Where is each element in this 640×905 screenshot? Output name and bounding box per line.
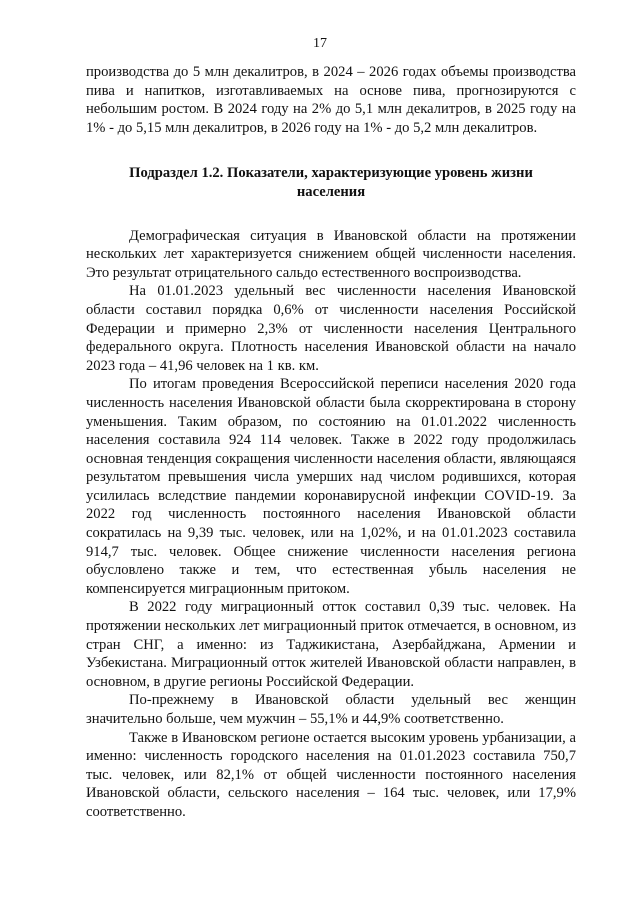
paragraph-demographics: Демографическая ситуация в Ивановской области на протяжении нескольких лет характеризуется снижением общей численности населения. Это результат отрицательного сальдо естественного воспроизводства.: [86, 227, 576, 281]
paragraph-gender: По-прежнему в Ивановской области удельный вес женщин значительно больше, чем мужчин – 55,1% и 44,9% соответственно.: [86, 692, 576, 727]
paragraph-urbanization: Также в Ивановском регионе остается высоким уровень урбанизации, а именно: численность городского населения на 01.01.2023 составила 750,7 тыс. человек, или 82,1% от общей численности постоянного населения Ивановской области, сельского населения – 164 тыс. человек, или 17,9% соответственно.: [86, 729, 576, 820]
paragraph-migration: В 2022 году миграционный отток составил 0,39 тыс. человек. На протяжении нескольких лет миграционный приток отмечается, в основном, из стран СНГ, а именно: из Таджикистана, Азербайджана, Армении и Узбекистана. Миграционный отток жителей Ивановской области направлен, в основном, в другие регионы Российской Федерации.: [86, 599, 576, 690]
page-number: 17: [313, 36, 327, 51]
section-heading: Подраздел 1.2. Показатели, характеризующие уровень жизни населения: [129, 165, 533, 200]
paragraph-population-share: На 01.01.2023 удельный вес численности населения Ивановской области составил порядка 0,6% от численности населения Российской Федерации и примерно 2,3% от численности населения Центрального федерального округа. Плотность населения Ивановской области на начало 2023 года – 41,96 человек на 1 кв. км.: [86, 283, 576, 374]
intro-paragraph: производства до 5 млн декалитров, в 2024 – 2026 годах объемы производства пива и напитков, изготавливаемых на основе пива, прогнозируются с небольшим ростом. В 2024 году на 2% до 5,1 млн декалитров, в 2025 году на 1% - до 5,15 млн декалитров, в 2026 году на 1% - до 5,2 млн декалитров.: [86, 64, 576, 136]
document-body: [86, 63, 576, 822]
paragraph-census: По итогам проведения Всероссийской переписи населения 2020 года численность населения Ивановской области была скорректирована в сторону уменьшения. Таким образом, по состоянию на 01.01.2022 численность населения составила 924 114 человек. Также в 2022 году продолжилась основная тенденция сокращения численности населения области, являющаяся результатом превышения числа умерших над числом родившихся, которая усилилась вследствие пандемии коронавирусной инфекции COVID-19. За 2022 год численность постоянного населения Ивановской области сократилась на 9,39 тыс. человек, или на 1,02%, и на 01.01.2023 составила 914,7 тыс. человек. Общее снижение численности населения региона обусловлено также и тем, что естественная убыль населения не компенсируется миграционным притоком.: [86, 376, 576, 597]
